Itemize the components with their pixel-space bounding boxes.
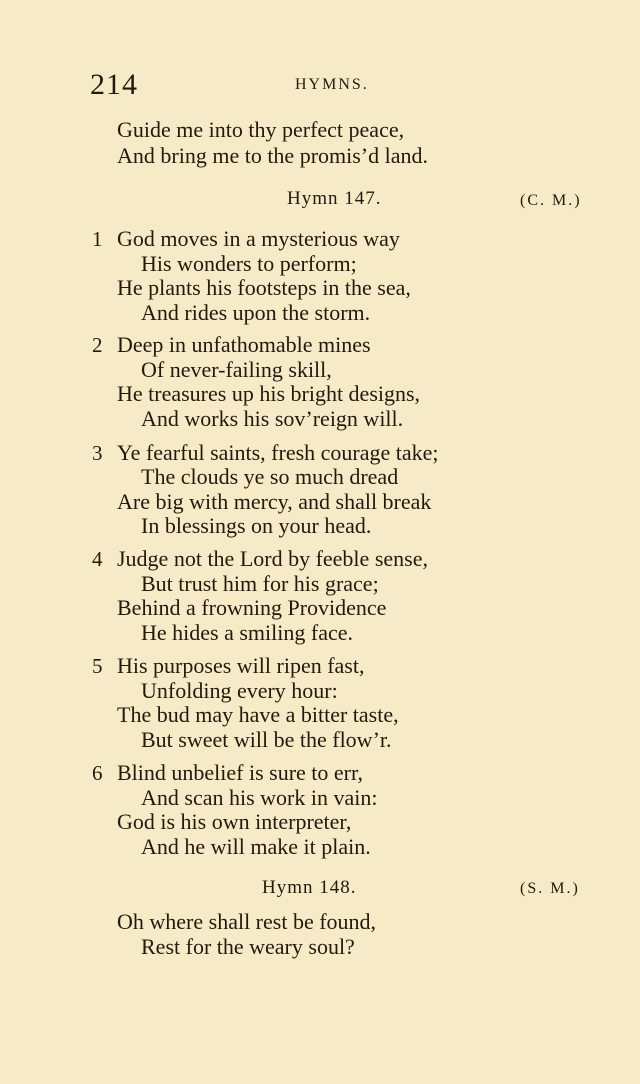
verse-line: And he will make it plain. <box>141 834 371 859</box>
verse-line: His wonders to perform; <box>141 251 357 276</box>
verse-line: He hides a smiling face. <box>141 620 353 645</box>
verse-line: But trust him for his grace; <box>141 571 379 596</box>
verse-line: Judge not the Lord by feeble sense, <box>117 546 428 571</box>
verse-line: Deep in unfathomable mines <box>117 332 371 357</box>
verse-line: Behind a frowning Providence <box>117 595 387 620</box>
verse-number: 1 <box>92 227 103 251</box>
verse-line: Ye fearful saints, fresh courage take; <box>117 440 439 465</box>
verse-line: The bud may have a bitter taste, <box>117 702 399 727</box>
hymn-147-title: Hymn 147. <box>287 188 382 209</box>
verse-line: He treasures up his bright designs, <box>117 381 421 406</box>
hymn-147-meter: (C. M.) <box>520 192 582 209</box>
prev-hymn-line: Guide me into thy perfect peace, <box>117 117 405 142</box>
page-header <box>90 68 560 108</box>
verse-line: And rides upon the storm. <box>141 300 371 325</box>
verse-line: Unfolding every hour: <box>141 678 338 703</box>
verse-number: 3 <box>92 441 103 465</box>
verse-line: The clouds ye so much dread <box>141 464 399 489</box>
verse-number: 2 <box>92 333 103 357</box>
verse-line: God is his own interpreter, <box>117 809 352 834</box>
verse-line: And works his sov’reign will. <box>141 406 404 431</box>
verse-line: God moves in a mysterious way <box>117 226 400 251</box>
hymn-148-meter: (S. M.) <box>520 880 580 897</box>
hymn-148-line: Oh where shall rest be found, <box>117 909 377 934</box>
verse-line: He plants his footsteps in the sea, <box>117 275 411 300</box>
verse-number: 4 <box>92 547 103 571</box>
page-number: 214 <box>90 68 138 101</box>
hymn-148-line: Rest for the weary soul? <box>141 934 355 959</box>
verse-line: Are big with mercy, and shall break <box>117 489 432 514</box>
prev-hymn-line: And bring me to the promis’d land. <box>117 143 429 168</box>
verse-line: And scan his work in vain: <box>141 785 378 810</box>
verse-line: Blind unbelief is sure to err, <box>117 760 363 785</box>
verse-number: 5 <box>92 654 103 678</box>
verse-line: In blessings on your head. <box>141 513 372 538</box>
verse-line: His purposes will ripen fast, <box>117 653 365 678</box>
running-head: HYMNS. <box>295 76 369 93</box>
hymn-148-title: Hymn 148. <box>262 877 357 898</box>
verse-number: 6 <box>92 761 103 785</box>
verse-line: But sweet will be the flow’r. <box>141 727 392 752</box>
verse-line: Of never-failing skill, <box>141 357 332 382</box>
